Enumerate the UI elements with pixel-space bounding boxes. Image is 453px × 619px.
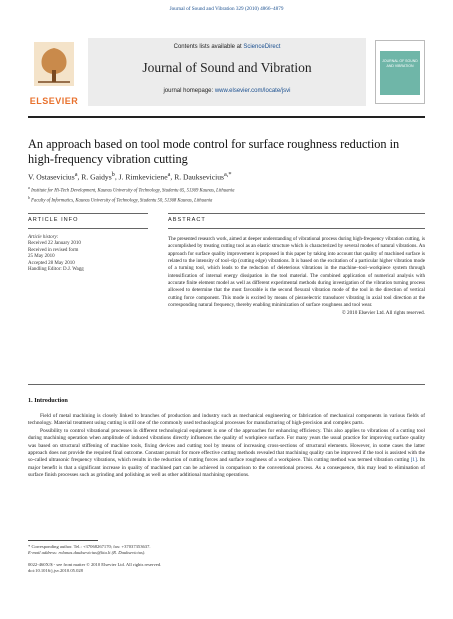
article-history <box>28 235 138 273</box>
history-item: Received in revised form <box>28 247 79 253</box>
history-item: Received 22 January 2010 <box>28 241 81 247</box>
elsevier-logo <box>28 38 80 106</box>
masthead-rule <box>28 116 425 118</box>
author-list: V. Ostasevicius$^a$, R. Gaidys$^b$, J. Rimkeviciene$^a$, R. Dauksevicius$^{a,*}$ <box>28 171 232 182</box>
corresponding-author-note: * Corresponding author. Tel.: +37068267170; fax: +37037353637. <box>28 544 151 549</box>
citation-link[interactable]: [1] <box>410 457 417 464</box>
introduction-paragraph: Field of metal machining is closely linked to branches of production and industry such as mechanical engineering or fabrication of mechanical components in various fields of technology. Material treatment using cutting is still one of the commonly used technological processes for manufacturing of high-precision and complex parts. <box>28 413 425 427</box>
masthead <box>28 38 425 112</box>
abstract-section-rule <box>28 384 425 385</box>
abstract-body <box>168 236 425 318</box>
affiliation-item: $^b$ Faculty of Informatics, Kaunas University of Technology, Studentu 50, 51368 Kaunas, Lithuania <box>28 196 213 204</box>
article-title: An approach based on tool mode control for surface roughness reduction in high-frequency vibration cutting <box>28 137 400 166</box>
journal-cover-thumbnail <box>375 40 425 104</box>
contents-prefix: Contents lists available at <box>173 44 244 50</box>
article-info-heading: ARTICLE INFO <box>28 217 79 223</box>
doi-line[interactable]: doi:10.1016/j.jsv.2010.05.028 <box>28 568 83 574</box>
elsevier-tree-icon <box>34 42 74 86</box>
author-name: R. Dauksevicius <box>174 172 224 182</box>
contents-line <box>88 44 366 50</box>
author-name: J. Rimkeviciene <box>118 172 168 182</box>
issn-line: 0022-460X/$ - see front matter © 2010 Elsevier Ltd. All rights reserved. <box>28 562 162 567</box>
history-item: Handling Editor: D.J. Wagg <box>28 267 84 273</box>
abstract-copyright: © 2010 Elsevier Ltd. All rights reserved. <box>341 310 425 317</box>
author-name: V. Ostasevicius <box>28 172 75 182</box>
homepage-link[interactable]: www.elsevier.com/locate/jsvi <box>214 88 291 94</box>
author-affil-mark: a <box>167 171 171 178</box>
homepage-prefix: journal homepage: <box>163 88 215 94</box>
introduction-paragraph: Possibility to control vibrational processes in different technological equipment is one of the approaches for enhancing efficiency. This also applies to vibrations of a cutting tool during machining operation when amplitude of induced vibrations directly influences the quality of workpiece surface. For many years the usual practice for improving surface quality was based on structural stiffening of machine tools, fixing devices and cutting tool by means of increasing cross-sections of structural elements. However, in some cases the latter approach does not provide the required final outcome. Constant pursuit for more effective cutting methods revealed that machining quality can be improved if the tool is assisted with the so-called ultrasonic frequency vibrations, which results in the reduction of cutting forces and surface roughness of a workpiece. This cutting method was termed vibration cutting [1]. Its major benefit is that a significant increase in quality of machined part can be achieved in comparison to the conventional process. As a consequence, this may lead to elimination of surface finish processes such as grinding and polishing as well as other additional machining operations. <box>28 427 425 479</box>
article-info-rule-top <box>28 213 148 214</box>
cover-band <box>380 51 420 95</box>
author-affil-mark: a <box>74 171 78 178</box>
email-note: E-mail address: rolanas.dauksevicius@ktu.lt (R. Dauksevicius). <box>28 550 146 556</box>
history-label: Article history: <box>28 235 59 240</box>
author-affil-mark: a,* <box>223 171 232 178</box>
journal-homepage <box>88 88 366 94</box>
journal-reference: Journal of Sound and Vibration 329 (2010) 4866–4879 <box>169 6 284 12</box>
journal-banner <box>88 38 366 106</box>
footnote-rule <box>28 540 98 541</box>
history-item: 25 May 2010 <box>28 254 55 260</box>
affiliation-item: $^a$ Institute for Hi-Tech Development, Kaunas University of Technology, Studentu 65, 51369 Kaunas, Lithuania <box>28 186 235 194</box>
affiliations <box>28 185 425 205</box>
sciencedirect-link[interactable]: ScienceDirect <box>243 44 281 50</box>
introduction-body <box>28 413 425 480</box>
abstract-heading: ABSTRACT <box>168 217 206 223</box>
author-name: R. Gaidys <box>81 172 112 182</box>
footnote <box>28 544 425 557</box>
history-item: Accepted 28 May 2010 <box>28 260 75 266</box>
author-affil-mark: b <box>111 171 115 178</box>
journal-title: Journal of Sound and Vibration <box>142 60 312 75</box>
introduction-heading: 1. Introduction <box>28 397 68 404</box>
front-matter <box>28 562 425 575</box>
abstract-rule-top <box>168 213 425 214</box>
cover-caption: JOURNAL OF SOUND AND VIBRATION <box>382 59 418 68</box>
article-info-rule-bottom <box>28 228 148 229</box>
abstract-rule-bottom <box>168 228 425 229</box>
abstract-text: The presented research work, aimed at deeper understanding of vibrational process during high-frequency vibration cutting, is accomplished by treating cutting tool as an elastic structure which is characterized by several modes of natural vibrations. An approach for surface quality improvement is proposed in this paper by taking into account that quality of machined surface is related to the intensity of tool–tip (cutting edge) vibrations. It is based on the excitation of a particular higher vibration mode of a turning tool, which leads to the reduction of deleterious vibrations in the machine–tool–workpiece system through intensification of internal energy dissipation in the tool material. The combined application of numerical analysis with accurate finite element model as well as different experimental methods during investigation of the vibration turning process allowed to determine that the most favorable is the second flexural vibration mode of the tool in the direction of vertical cutting force component. This mode is excited by means of piezoelectric transducer vibrating in axial tool direction at the corresponding natural frequency, thereby enabling minimization of surface roughness and tool wear. <box>168 236 426 309</box>
elsevier-wordmark: ELSEVIER <box>29 96 79 106</box>
